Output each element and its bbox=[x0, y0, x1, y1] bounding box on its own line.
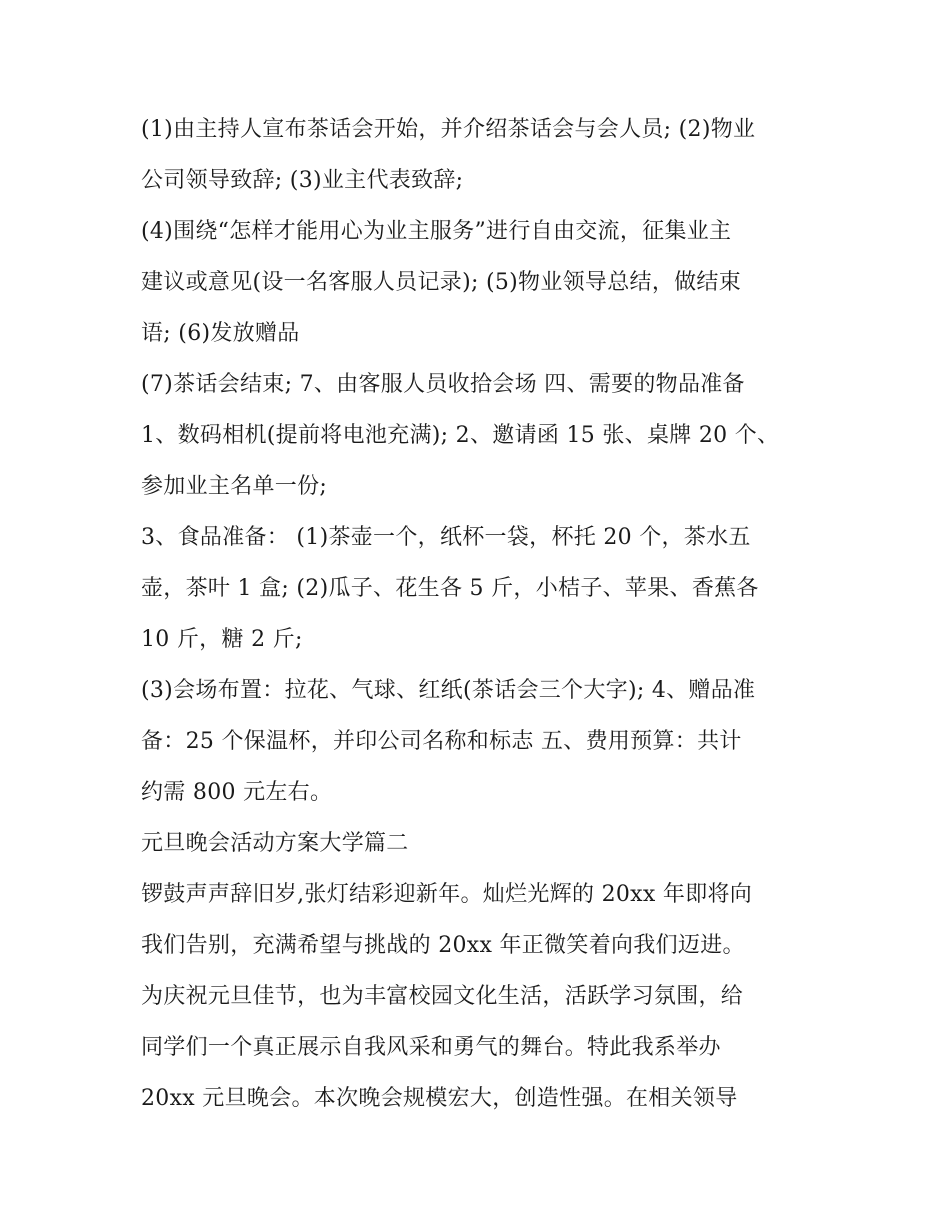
text-line-20: 20xx 元旦晚会。本次晚会规模宏大，创造性强。在相关领导 bbox=[141, 1086, 738, 1111]
text-line-10: 壶，茶叶 1 盒; (2)瓜子、花生各 5 斤，小桔子、苹果、香蕉各 bbox=[141, 576, 759, 601]
text-line-14: 约需 800 元左右。 bbox=[141, 780, 333, 805]
text-line-5: 语; (6)发放赠品 bbox=[141, 321, 300, 346]
document-body bbox=[141, 104, 831, 1124]
text-line-4: 建议或意见(设一名客服人员记录); (5)物业领导总结，做结束 bbox=[141, 270, 742, 295]
text-line-16: 锣鼓声声辞旧岁,张灯结彩迎新年。灿烂光辉的 20xx 年即将向 bbox=[141, 882, 753, 907]
text-line-17: 我们告别，充满希望与挑战的 20xx 年正微笑着向我们迈进。 bbox=[141, 933, 745, 958]
text-line-2: 公司领导致辞; (3)业主代表致辞; bbox=[141, 168, 464, 193]
text-line-18: 为庆祝元旦佳节，也为丰富校园文化生活，活跃学习氛围，给 bbox=[141, 984, 744, 1009]
text-line-7: 1、数码相机(提前将电池充满); 2、邀请函 15 张、桌牌 20 个、 bbox=[141, 423, 780, 448]
text-line-9: 3、食品准备： (1)茶壶一个，纸杯一袋，杯托 20 个，茶水五 bbox=[141, 525, 751, 550]
text-line-12: (3)会场布置：拉花、气球、红纸(茶话会三个大字); 4、赠品准 bbox=[141, 678, 756, 703]
text-line-19: 同学们一个真正展示自我风采和勇气的舞台。特此我系举办 bbox=[141, 1035, 721, 1060]
text-line-3: (4)围绕“怎样才能用心为业主服务”进行自由交流，征集业主 bbox=[141, 219, 732, 244]
text-line-6: (7)茶话会结束; 7、由客服人员收拾会场 四、需要的物品准备 bbox=[141, 372, 745, 397]
text-line-8: 参加业主名单一份; bbox=[141, 474, 328, 499]
text-line-1: (1)由主持人宣布茶话会开始，并介绍茶话会与会人员; (2)物业 bbox=[141, 117, 756, 142]
text-line-11: 10 斤，糖 2 斤; bbox=[141, 627, 303, 652]
section-heading: 元旦晚会活动方案大学篇二 bbox=[141, 831, 409, 856]
text-line-13: 备：25 个保温杯，并印公司名称和标志 五、费用预算：共计 bbox=[141, 729, 742, 754]
